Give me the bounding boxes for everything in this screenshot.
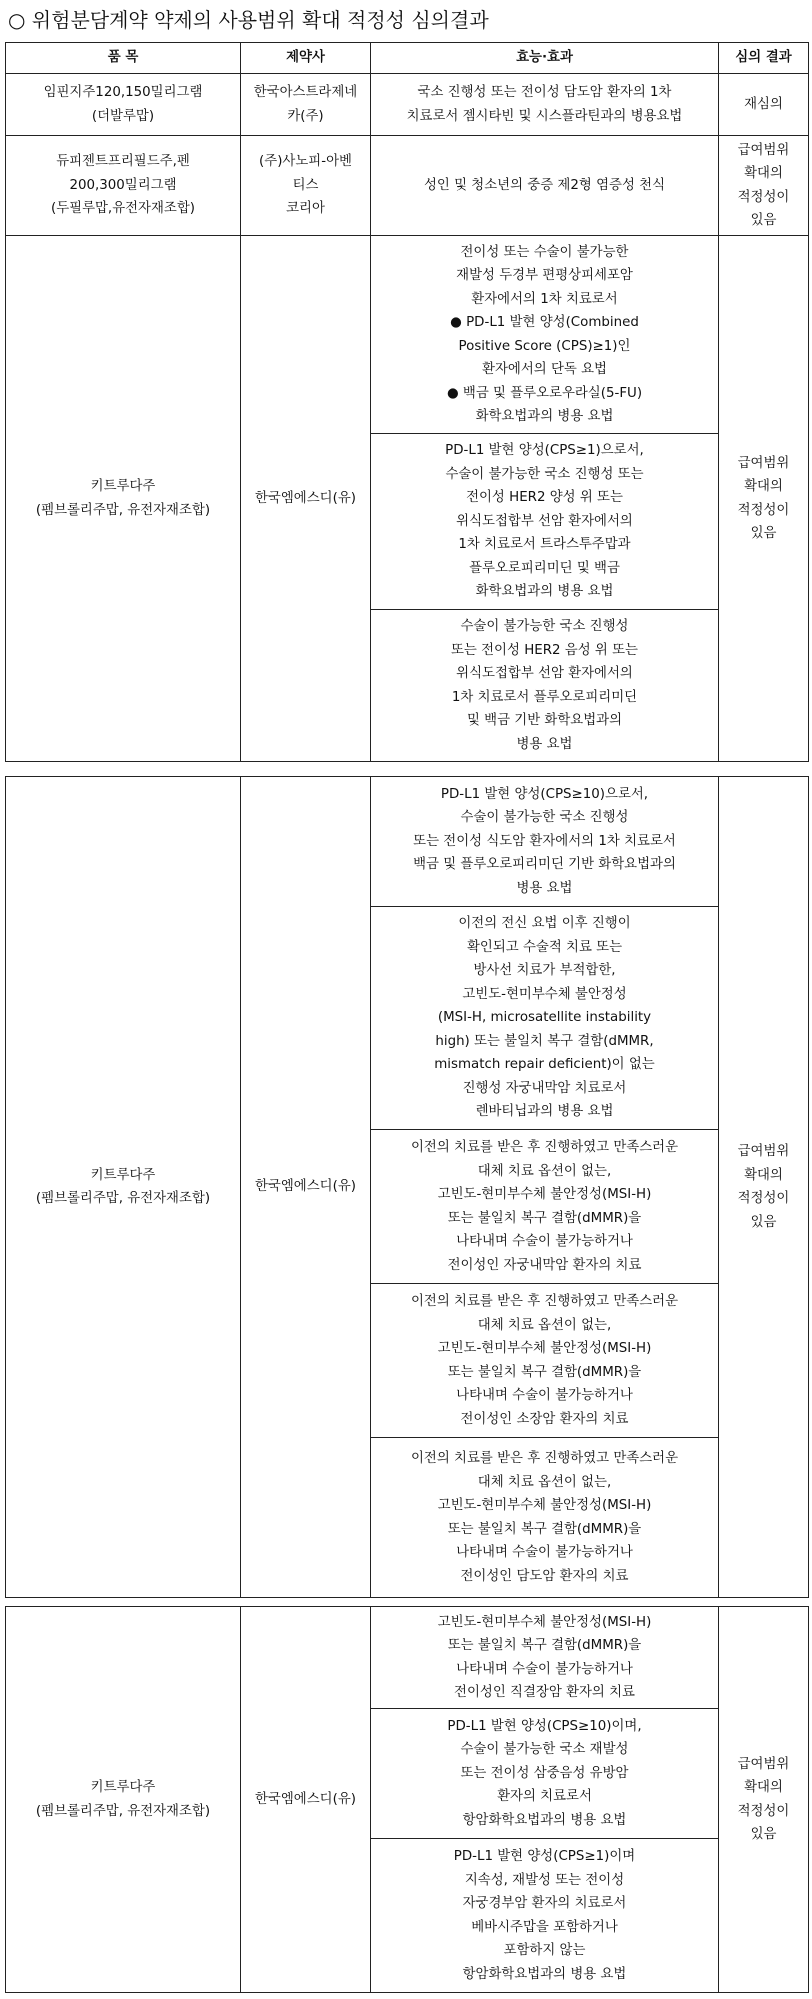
product-cell: 키트루다주 (펨브롤리주맙, 유전자재조합): [6, 1607, 241, 1993]
review-table-part-2: [5, 776, 809, 1598]
result-cell: 급여범위 확대의 적정성이 있음: [719, 777, 809, 1598]
header-result: 심의 결과: [719, 43, 809, 74]
product-cell: 듀피젠트프리필드주,펜 200,300밀리그램 (두필루맙,유전자재조합): [6, 136, 241, 236]
review-table-part-3: [5, 1606, 809, 1993]
efficacy-cell: PD-L1 발현 양성(CPS≥1)이며 지속성, 재발성 또는 전이성 자궁경부암 환자의 치료로서 베바시주맙을 포함하거나 포함하지 않는 항암화학요법과의 병용 요법: [371, 1839, 719, 1993]
company-cell: (주)사노피-아벤 티스 코리아: [241, 136, 371, 236]
result-cell: 급여범위 확대의 적정성이 있음: [719, 236, 809, 762]
efficacy-cell: 고빈도-현미부수체 불안정성(MSI-H) 또는 불일치 복구 결함(dMMR)을 나타내며 수술이 불가능하거나 전이성인 직결장암 환자의 치료: [371, 1607, 719, 1709]
result-cell: 급여범위 확대의 적정성이 있음: [719, 136, 809, 236]
result-cell: 급여범위 확대의 적정성이 있음: [719, 1607, 809, 1993]
efficacy-cell: PD-L1 발현 양성(CPS≥1)으로서, 수술이 불가능한 국소 진행성 또는 전이성 HER2 양성 위 또는 위식도접합부 선암 환자에서의 1차 치료로서 트라스투주맙과 플루오로피리미딘 및 백금 화학요법과의 병용 요법: [371, 434, 719, 610]
efficacy-cell: 이전의 치료를 받은 후 진행하였고 만족스러운 대체 치료 옵션이 없는, 고빈도-현미부수체 불안정성(MSI-H) 또는 불일치 복구 결함(dMMR)을 나타내며 수술이 불가능하거나 전이성인 자궁내막암 환자의 치료: [371, 1130, 719, 1284]
header-product: 품 목: [6, 43, 241, 74]
product-cell: 임핀지주120,150밀리그램 (더발루맙): [6, 74, 241, 136]
efficacy-cell: 전이성 또는 수술이 불가능한 재발성 두경부 편평상피세포암 환자에서의 1차 치료로서 ● PD-L1 발현 양성(Combined Positive Score (CPS)≥1)인 환자에서의 단독 요법 ● 백금 및 플루오로우라실(5-FU) 화학요법과의 병용 요법: [371, 236, 719, 434]
table-row: [6, 777, 809, 907]
review-table-part-1: [5, 42, 809, 762]
table-row: [6, 136, 809, 236]
company-cell: 한국엠에스디(유): [241, 1607, 371, 1993]
product-cell: 키트루다주 (펨브롤리주맙, 유전자재조합): [6, 777, 241, 1598]
efficacy-cell: 수술이 불가능한 국소 진행성 또는 전이성 HER2 음성 위 또는 위식도접합부 선암 환자에서의 1차 치료로서 플루오로피리미딘 및 백금 기반 화학요법과의 병용 요법: [371, 610, 719, 762]
efficacy-cell: 이전의 치료를 받은 후 진행하였고 만족스러운 대체 치료 옵션이 없는, 고빈도-현미부수체 불안정성(MSI-H) 또는 불일치 복구 결함(dMMR)을 나타내며 수술이 불가능하거나 전이성인 소장암 환자의 치료: [371, 1284, 719, 1438]
table-header-row: [6, 43, 809, 74]
header-efficacy: 효능·효과: [371, 43, 719, 74]
table-row: [6, 1607, 809, 1709]
company-cell: 한국엠에스디(유): [241, 777, 371, 1598]
product-cell: 키트루다주 (펨브롤리주맙, 유전자재조합): [6, 236, 241, 762]
table-row: [6, 236, 809, 434]
page-title: ○ 위험분담계약 약제의 사용범위 확대 적정성 심의결과: [8, 8, 489, 32]
efficacy-cell: PD-L1 발현 양성(CPS≥10)이며, 수술이 불가능한 국소 재발성 또는 전이성 삼중음성 유방암 환자의 치료로서 항암화학요법과의 병용 요법: [371, 1709, 719, 1839]
efficacy-cell: 국소 진행성 또는 전이성 담도암 환자의 1차 치료로서 젬시타빈 및 시스플라틴과의 병용요법: [371, 74, 719, 136]
result-cell: 재심의: [719, 74, 809, 136]
header-company: 제약사: [241, 43, 371, 74]
efficacy-cell: PD-L1 발현 양성(CPS≥10)으로서, 수술이 불가능한 국소 진행성 또는 전이성 식도암 환자에서의 1차 치료로서 백금 및 플루오로피리미딘 기반 화학요법과의 병용 요법: [371, 777, 719, 907]
company-cell: 한국아스트라제네 카(주): [241, 74, 371, 136]
efficacy-cell: 이전의 전신 요법 이후 진행이 확인되고 수술적 치료 또는 방사선 치료가 부적합한, 고빈도-현미부수체 불안정성 (MSI-H, microsatellite instability high) 또는 불일치 복구 결함(dMMR, mismatch repair deficient)이 없는 진행성 자궁내막암 치료로서 렌바티닙과의 병용 요법: [371, 907, 719, 1130]
table-row: [6, 74, 809, 136]
efficacy-cell: 성인 및 청소년의 중증 제2형 염증성 천식: [371, 136, 719, 236]
efficacy-cell: 이전의 치료를 받은 후 진행하였고 만족스러운 대체 치료 옵션이 없는, 고빈도-현미부수체 불안정성(MSI-H) 또는 불일치 복구 결함(dMMR)을 나타내며 수술이 불가능하거나 전이성인 담도암 환자의 치료: [371, 1438, 719, 1598]
company-cell: 한국엠에스디(유): [241, 236, 371, 762]
